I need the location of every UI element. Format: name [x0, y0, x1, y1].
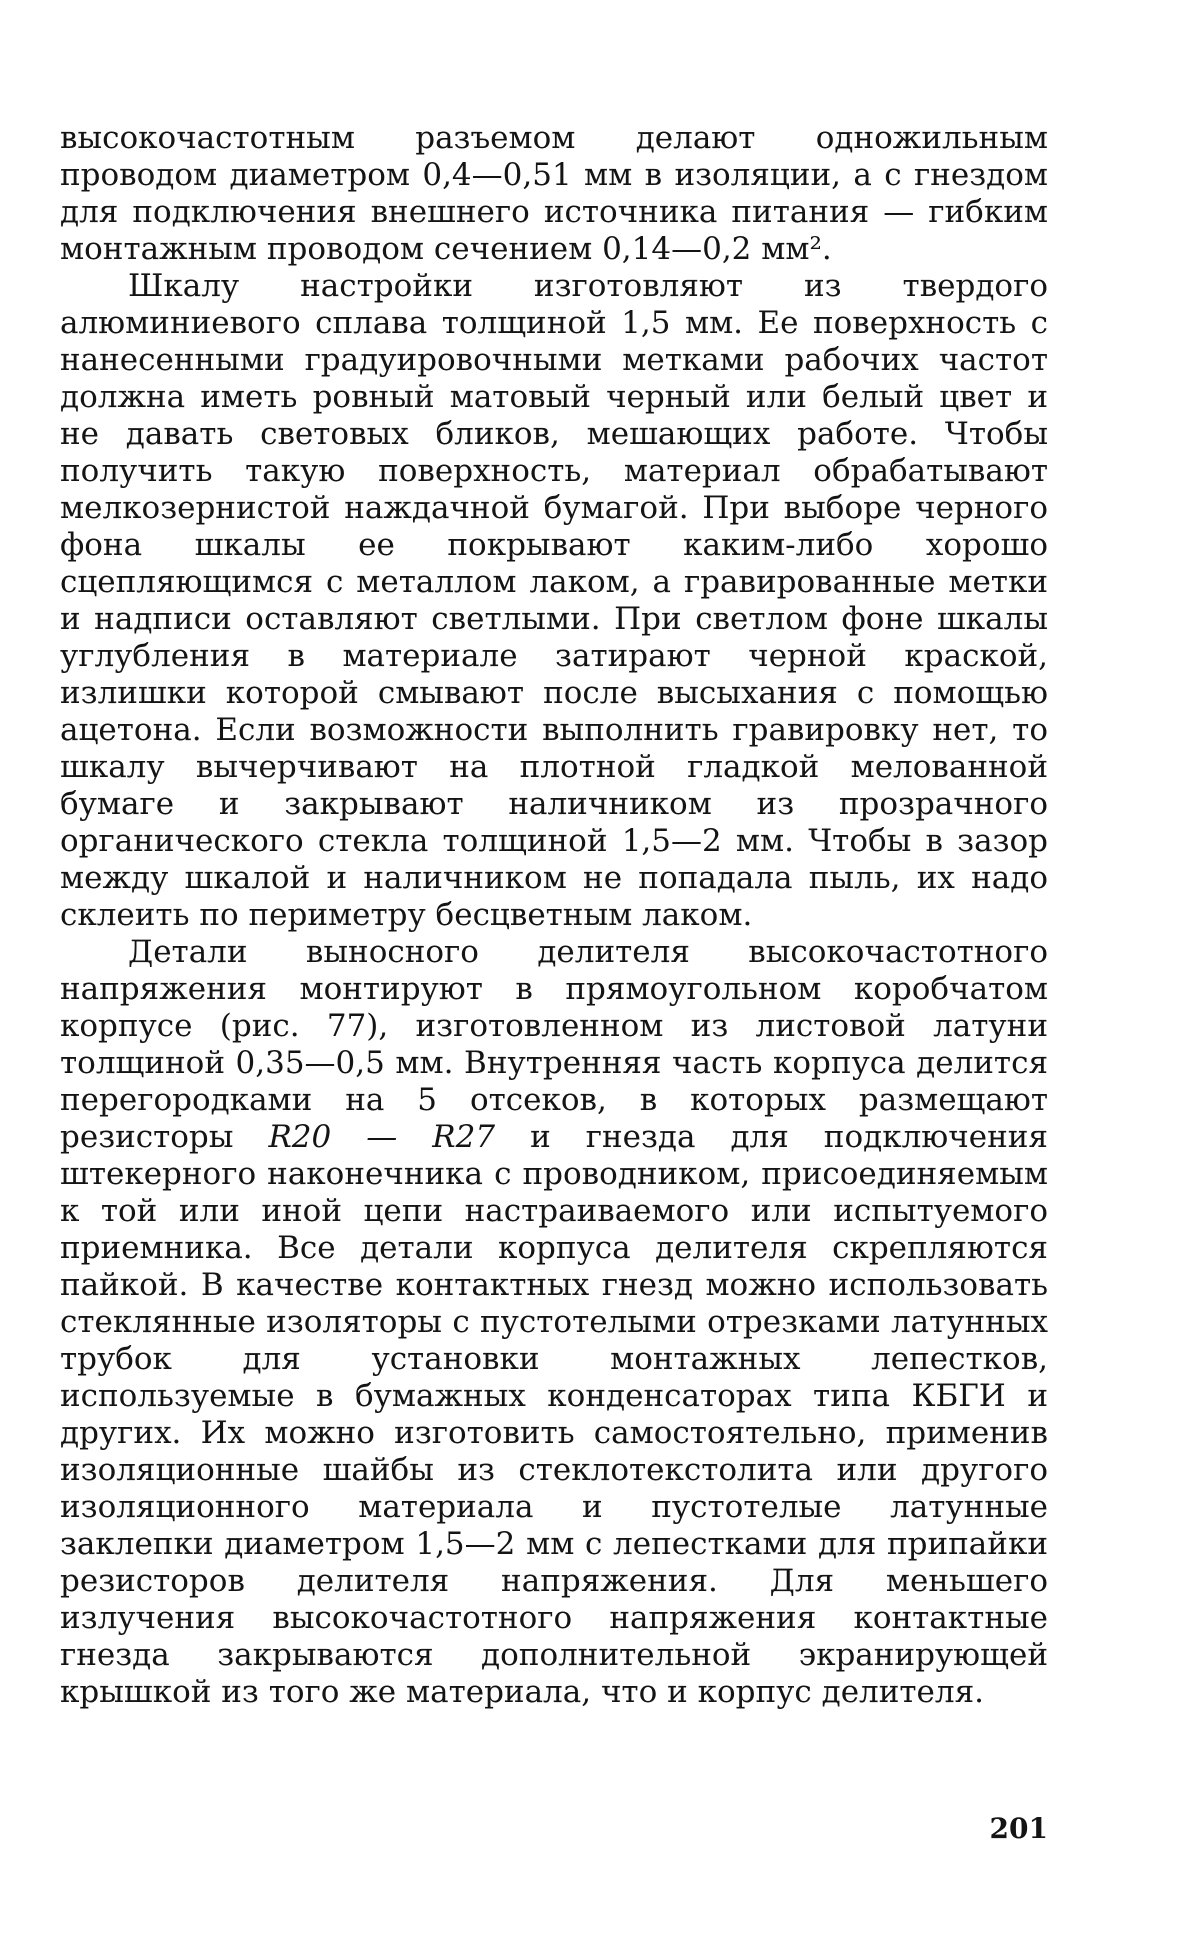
paragraph-2: Шкалу настройки изготовляют из твердого алюминиевого сплава толщиной 1,5 мм. Ее поверхность с нанесенными градуировочными метками рабочих частот должна иметь ровный матовый черный или белый цвет и не давать световых бликов, мешающих работе. Чтобы получить такую поверхность, материал обрабатывают мелкозернистой наждачной бумагой. При выборе черного фона шкалы ее покрывают каким-либо хорошо сцепляющимся с металлом лаком, а гравированные метки и надписи оставляют светлыми. При светлом фоне шкалы углубления в материале затирают черной краской, излишки которой смывают после высыхания с помощью ацетона. Если возможности выполнить гравировку нет, то шкалу вычерчивают на плотной гладкой мелованной бумаге и закрывают наличником из прозрачного органического стекла толщиной 1,5—2 мм. Чтобы в зазор между шкалой и наличником не попадала пыль, их надо склеить по периметру бесцветным лаком.	[60, 268, 1048, 933]
page-number: 201	[989, 1812, 1048, 1845]
paragraph-3-part-1: Детали выносного делителя высокочастотного напряжения монтируют в прямоугольном коробчатом корпусе (рис. 77), изготовленном из листовой латуни толщиной 0,35—0,5 мм. Внутренняя часть корпуса делится перегородками на 5 отсеков, в которых размещают резисторы	[60, 934, 1048, 1155]
paragraph-3-part-2: и гнезда для подключения штекерного наконечника с проводником, присоединяемым к той или иной цепи настраиваемого или испытуемого приемника. Все детали корпуса делителя скрепляются пайкой. В качестве контактных гнезд можно использовать стеклянные изоляторы с пустотелыми отрезками латунных трубок для установки монтажных лепестков, используемые в бумажных конденсаторах типа КБГИ и других. Их можно изготовить самостоятельно, применив изоляционные шайбы из стеклотекстолита или другого изоляционного материала и пустотелые латунные заклепки диаметром 1,5—2 мм с лепестками для припайки резисторов делителя напряжения. Для меньшего излучения высокочастотного напряжения контактные гнезда закрываются дополнительной экранирующей крышкой из того же материала, что и корпус делителя.	[60, 1119, 1048, 1710]
paragraph-3	[60, 934, 1048, 1711]
body-text	[60, 120, 1048, 1711]
paragraph-1: высокочастотным разъемом делают одножильным проводом диаметром 0,4—0,51 мм в изоляции, а с гнездом для подключения внешнего источника питания — гибким монтажным проводом сечением 0,14—0,2 мм².	[60, 120, 1048, 267]
resistor-designation: R20 — R27	[268, 1119, 496, 1155]
